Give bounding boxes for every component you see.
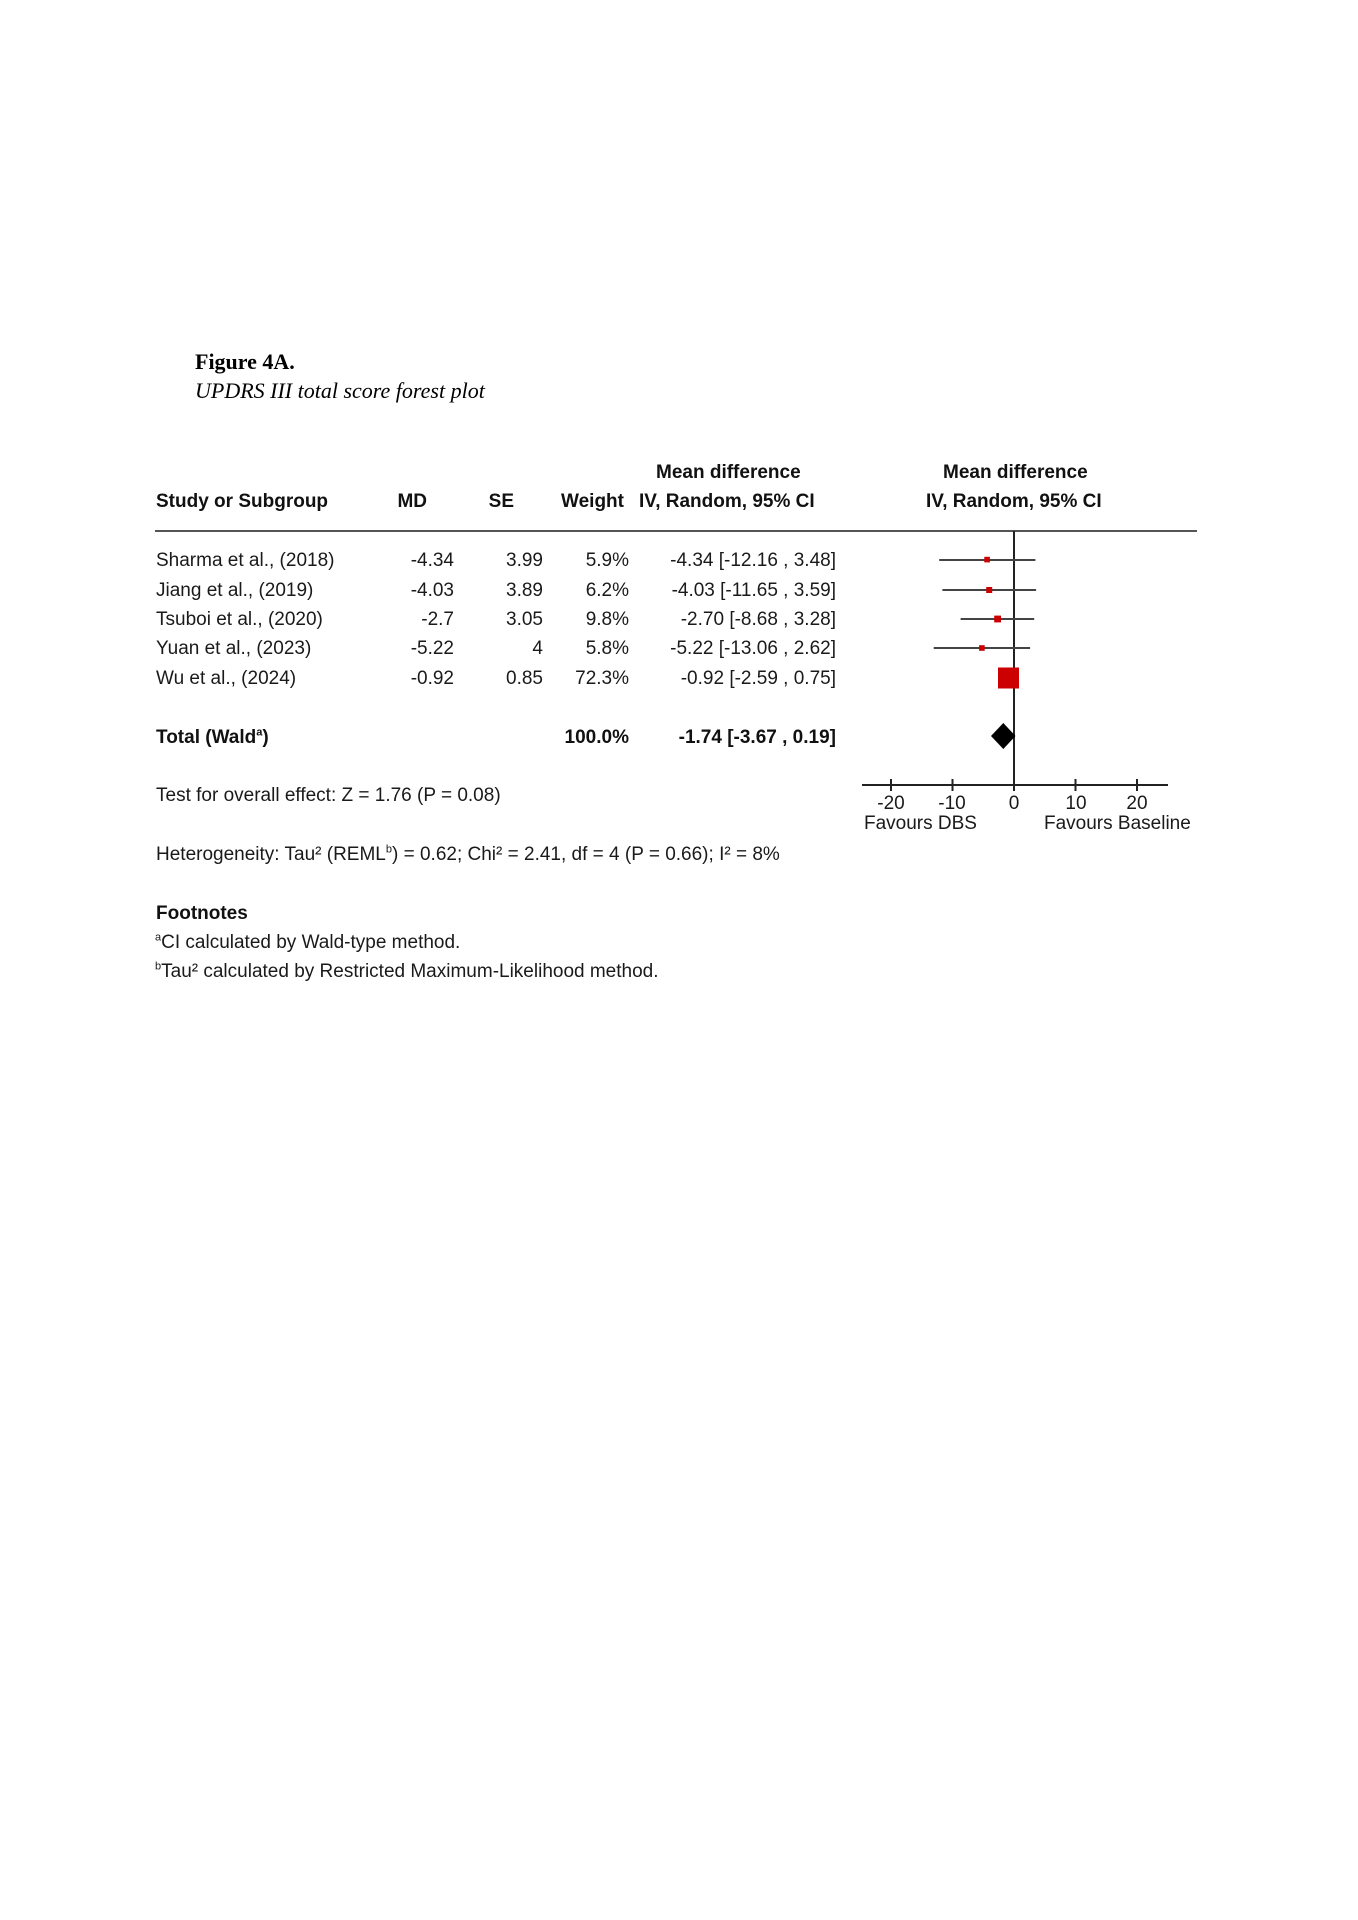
tick-label: 0 [1008,793,1020,814]
study-name: Jiang et al., (2019) [156,580,314,601]
weight-value: 6.2% [585,580,629,601]
weight-value: 5.8% [585,638,629,659]
header-plot-group: Mean difference [943,462,1088,483]
favours-right-label: Favours Baseline [1044,813,1191,834]
ci-value: -0.92 [-2.59 , 0.75] [680,668,836,689]
weight-value: 72.3% [575,668,629,689]
header-ci-group: Mean difference [656,462,801,483]
ci-value: -4.34 [-12.16 , 3.48] [670,550,836,571]
md-value: -0.92 [410,668,454,689]
total-label-text: Total (Wald [156,727,257,748]
footnote-mark: b [155,960,162,973]
se-value: 4 [532,638,543,659]
se-value: 3.05 [506,609,543,630]
heterogeneity-prefix: Heterogeneity: Tau² (REML [156,844,386,865]
study-name: Tsuboi et al., (2020) [156,609,323,630]
footnote-mark-b: b [385,843,392,856]
favours-left-label: Favours DBS [864,813,977,834]
header-study: Study or Subgroup [156,491,329,512]
weight-value: 5.9% [585,550,629,571]
header-md: MD [397,491,427,512]
heterogeneity-suffix: ) = 0.62; Chi² = 2.41, df = 4 (P = 0.66); I² = 8% [392,844,780,865]
md-value: -4.34 [410,550,454,571]
header-plot-sub: IV, Random, 95% CI [926,491,1102,512]
study-name: Yuan et al., (2023) [156,638,312,659]
total-ci: -1.74 [-3.67 , 0.19] [678,727,836,748]
footnote-text: Tau² calculated by Restricted Maximum-Likelihood method. [161,961,659,982]
md-value: -5.22 [410,638,454,659]
ci-value: -2.70 [-8.68 , 3.28] [680,609,836,630]
tick-label: 20 [1126,793,1148,814]
tick-label: 10 [1065,793,1087,814]
header-se: SE [488,491,514,512]
header-weight: Weight [561,491,624,512]
md-value: -2.7 [421,609,454,630]
footnotes-title: Footnotes [156,903,248,924]
overall-effect-text: Test for overall effect: Z = 1.76 (P = 0.08) [156,785,501,806]
tick-label: -10 [938,793,966,814]
footnote-mark-a: a [256,726,263,739]
figure-label: Figure 4A. [195,349,295,374]
footnote-mark: a [155,931,162,944]
study-marker [942,587,1036,593]
weight-value: 9.8% [585,609,629,630]
header-ci-sub: IV, Random, 95% CI [639,491,815,512]
footnote-text: CI calculated by Wald-type method. [161,932,461,953]
ci-value: -5.22 [-13.06 , 2.62] [670,638,836,659]
md-value: -4.03 [410,580,454,601]
study-marker [998,668,1019,689]
ci-value: -4.03 [-11.65 , 3.59] [671,580,836,601]
figure-caption: UPDRS III total score forest plot [195,378,485,403]
total-diamond [991,723,1016,749]
study-marker [934,645,1030,651]
study-name: Sharma et al., (2018) [156,550,335,571]
study-marker [939,557,1035,563]
se-value: 3.89 [506,580,543,601]
study-marker [961,616,1035,623]
study-name: Wu et al., (2024) [156,668,297,689]
total-weight: 100.0% [564,727,629,748]
se-value: 3.99 [506,550,543,571]
total-label-close: ) [262,727,269,748]
tick-label: -20 [877,793,905,814]
se-value: 0.85 [506,668,543,689]
